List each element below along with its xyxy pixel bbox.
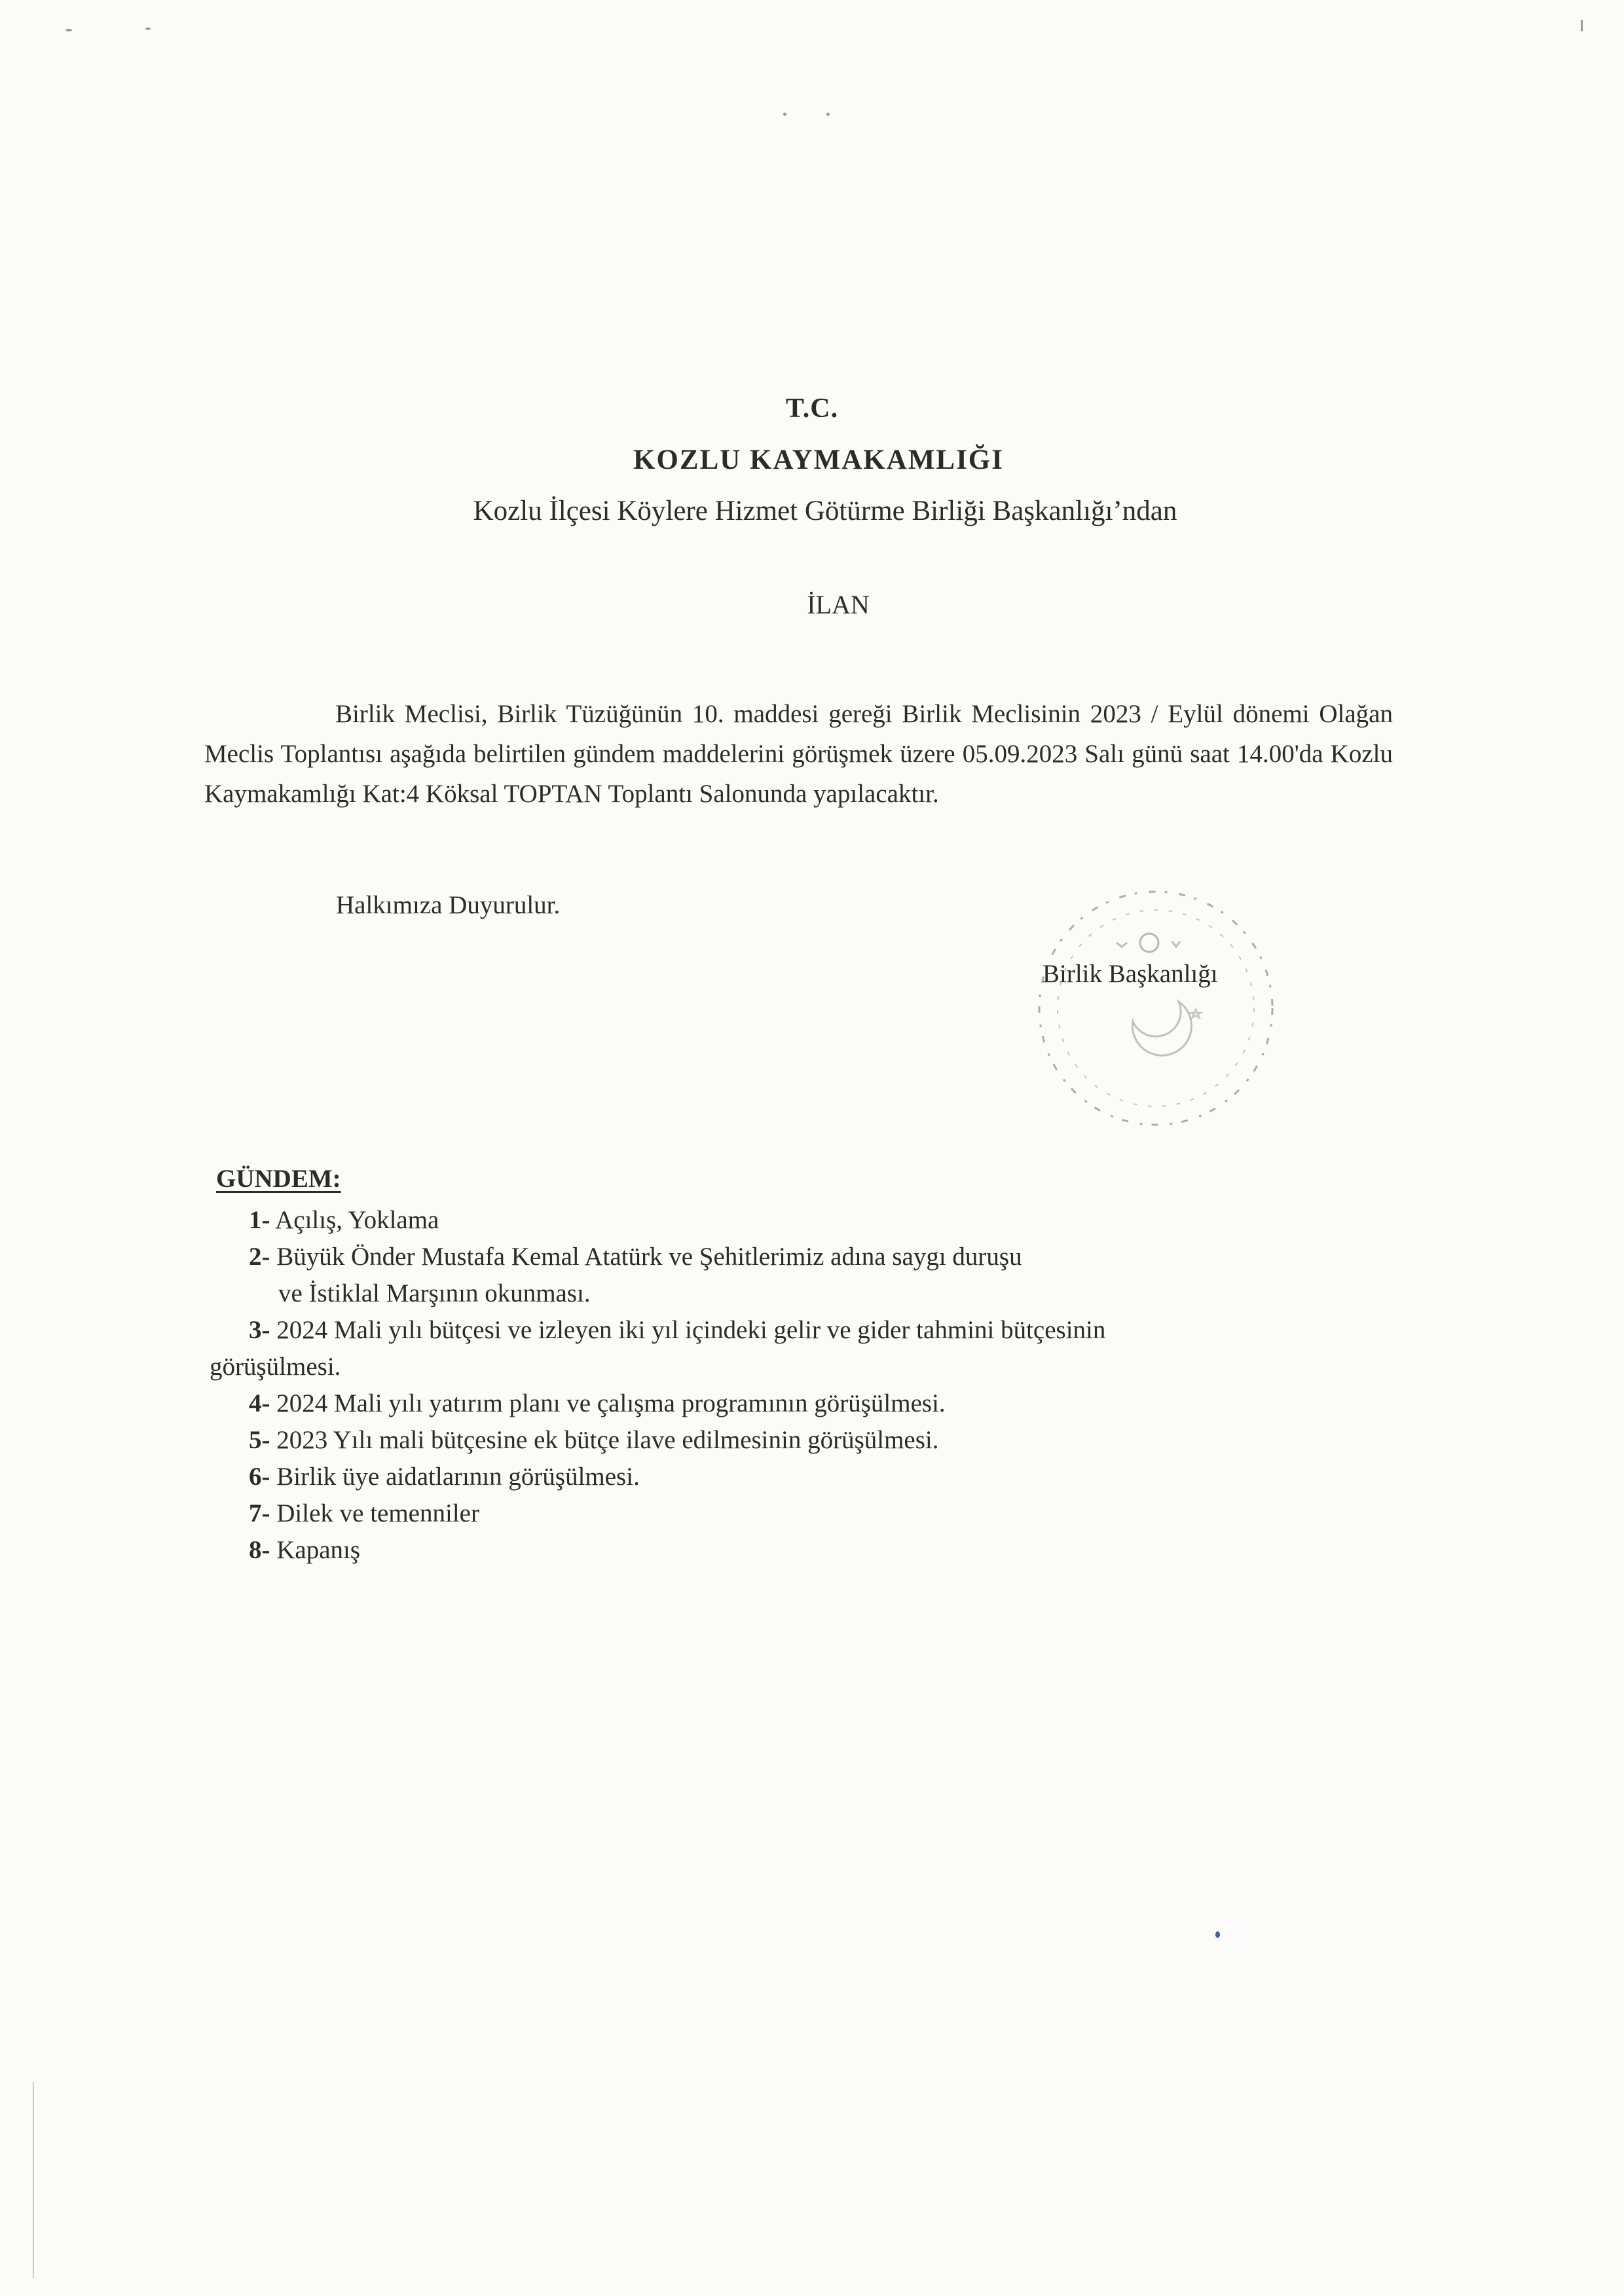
agenda-item-number: 8- [249,1536,270,1564]
agenda-item [210,1239,1454,1312]
agenda-item-text: 2024 Mali yılı bütçesi ve izleyen iki yıl içindeki gelir ve gider tahmini bütçesinin [276,1316,1106,1344]
agenda-item-number: 3- [249,1316,270,1344]
agenda-item-number: 1- [249,1206,270,1234]
agenda-item-number: 4- [249,1389,270,1417]
agenda-title: GÜNDEM: [216,1165,341,1193]
agenda-item-text: 2024 Mali yılı yatırım planı ve çalışma programının görüşülmesi. [276,1389,946,1417]
scan-speck [1215,1931,1220,1938]
agenda-item-text: Dilek ve temenniler [276,1499,479,1527]
header-office: KOZLU KAYMAKAMLIĞI [633,445,1004,475]
agenda-list [210,1202,1454,1569]
agenda-item [210,1422,1454,1459]
header-sender: Kozlu İlçesi Köylere Hizmet Götürme Birliği Başkanlığı’ndan [473,496,1177,526]
agenda-item [210,1459,1454,1495]
agenda-item [210,1495,1454,1532]
agenda-item-text: Kapanış [276,1536,361,1564]
official-seal-stamp [1018,871,1293,1146]
agenda-item [210,1312,1454,1385]
agenda-item-text: Büyük Önder Mustafa Kemal Atatürk ve Şehitlerimiz adına saygı duruşu [276,1243,1022,1271]
agenda-item-continuation: ve İstiklal Marşının okunması. [278,1279,591,1307]
scan-speck [1581,20,1583,31]
document-type-title: İLAN [807,590,870,619]
agenda-item-number: 2- [249,1243,270,1271]
scan-speck [826,113,830,116]
agenda-item-number: 5- [249,1426,270,1454]
announcement-closing: Halkımıza Duyurulur. [336,891,561,919]
agenda-item-text: 2023 Yılı mali bütçesine ek bütçe ilave edilmesinin görüşülmesi. [276,1426,939,1454]
agenda-item-number: 7- [249,1499,270,1527]
agenda-item-text: Birlik üye aidatlarının görüşülmesi. [276,1463,640,1491]
header-state: T.C. [785,393,839,424]
scan-speck [783,113,786,116]
signature-title: Birlik Başkanlığı [1043,960,1218,988]
agenda-item-text: Açılış, Yoklama [275,1206,439,1234]
scan-speck [145,27,151,30]
scan-speck [65,29,72,31]
agenda-item-number: 6- [249,1463,270,1491]
agenda-item-continuation: görüşülmesi. [210,1353,341,1381]
agenda-item [210,1385,1454,1422]
agenda-item [210,1202,1454,1239]
agenda-item [210,1532,1454,1569]
announcement-paragraph: Birlik Meclisi, Birlik Tüzüğünün 10. maddesi gereği Birlik Meclisinin 2023 / Eylül dönemi Olağan Meclis Toplantısı aşağıda belirtilen gündem maddelerini görüşmek üzere 05.09.2023 Salı günü saat 14.00'da Kozlu Kaymakamlığı Kat:4 Köksal TOPTAN Toplantı Salonunda yapılacaktır. [204,700,1393,808]
scan-edge-line [33,2082,34,2278]
